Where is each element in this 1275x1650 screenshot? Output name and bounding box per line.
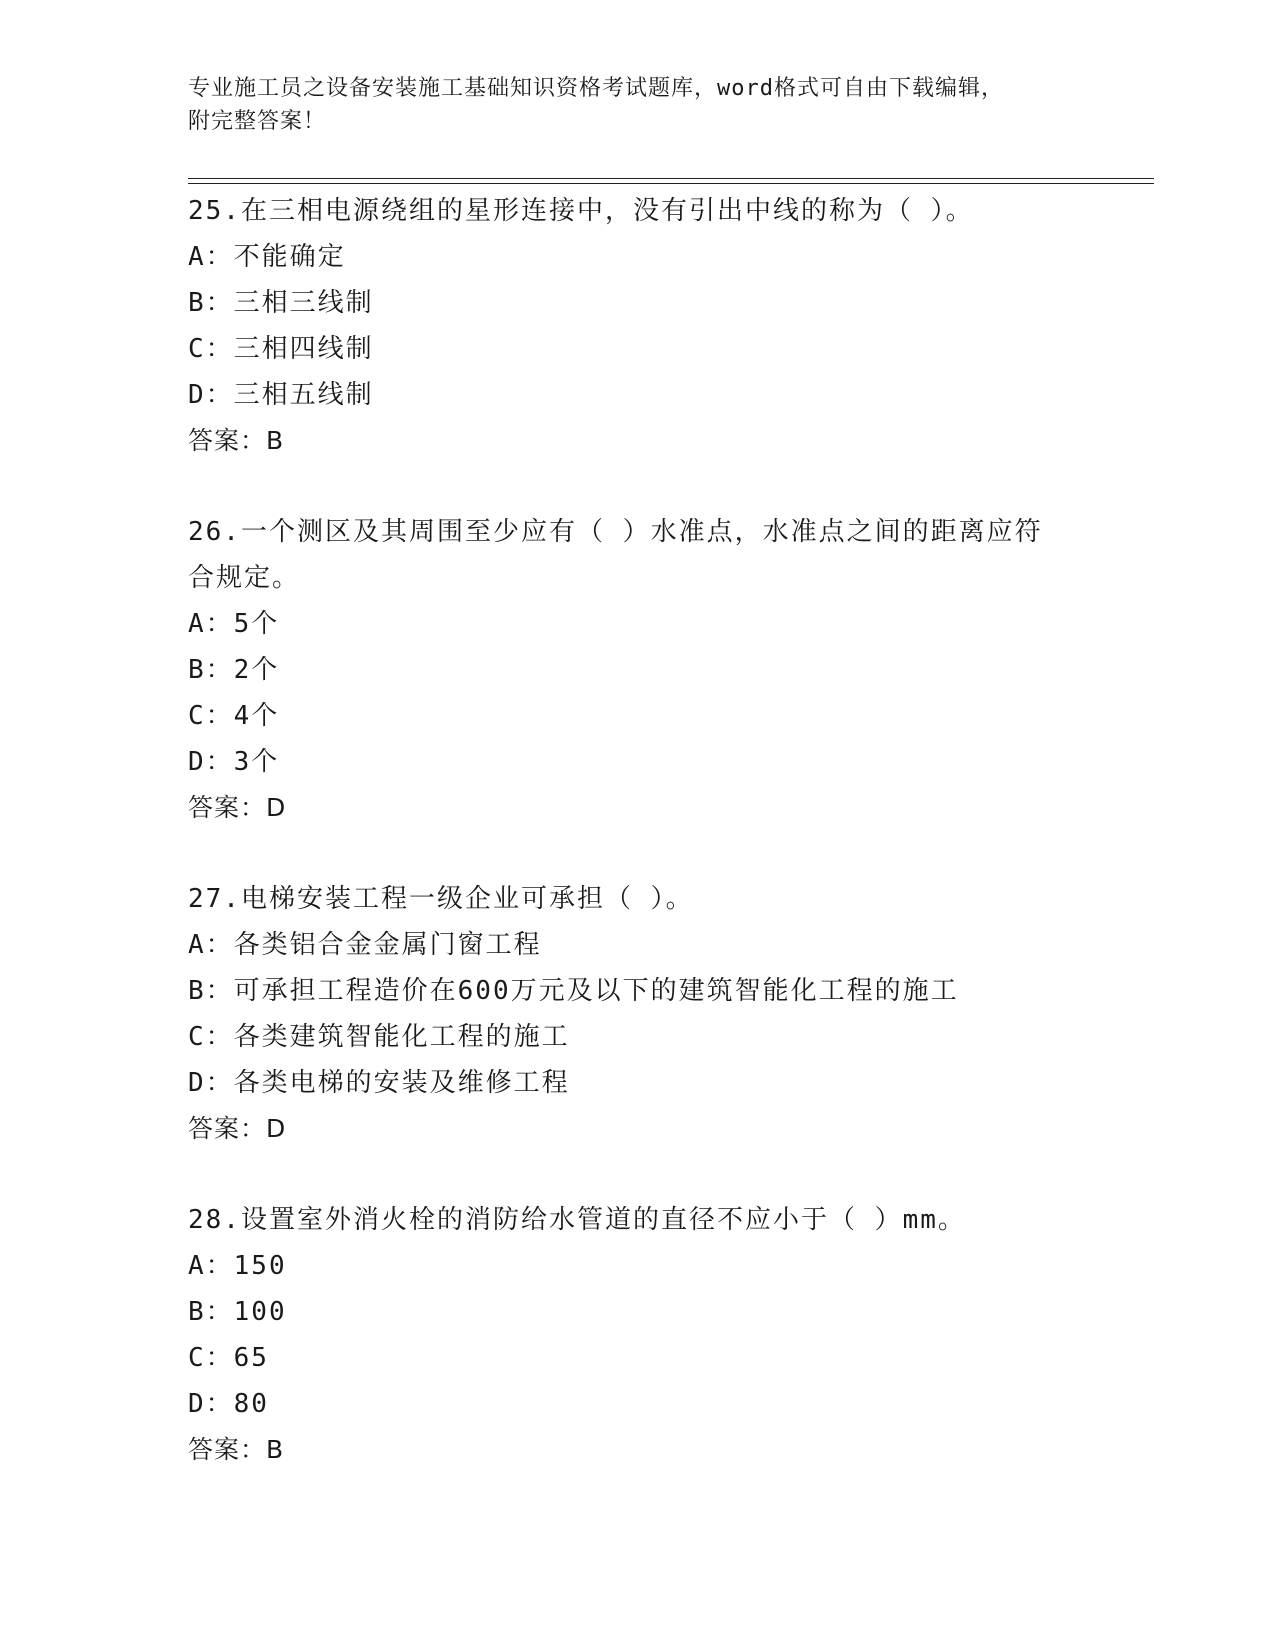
answer: 答案：B: [188, 426, 285, 455]
option-b: B：100: [188, 1297, 287, 1327]
option-c: C：三相四线制: [188, 334, 374, 364]
option-d: D：三相五线制: [188, 380, 374, 410]
option-d: D：3个: [188, 747, 280, 777]
option-d: D：各类电梯的安装及维修工程: [188, 1068, 570, 1098]
header-divider-top: [188, 178, 1154, 179]
option-b: B：三相三线制: [188, 288, 374, 318]
question-stem: 27.电梯安装工程一级企业可承担（ ）。: [188, 884, 694, 914]
option-a: A：150: [188, 1251, 287, 1281]
option-a: A：各类铝合金金属门窗工程: [188, 930, 542, 960]
option-c: C：65: [188, 1343, 269, 1373]
question-28: [188, 1197, 1088, 1473]
header-line-2: 附完整答案！: [188, 109, 327, 134]
question-25: [188, 188, 1088, 464]
question-stem-continued: 合规定。: [188, 563, 301, 593]
option-b: B：2个: [188, 655, 280, 685]
option-c: C：4个: [188, 701, 280, 731]
header-divider-bottom: [188, 183, 1154, 184]
option-d: D：80: [188, 1389, 269, 1419]
header-line-1: 专业施工员之设备安装施工基础知识资格考试题库，word格式可自由下载编辑，: [188, 76, 1004, 101]
option-c: C：各类建筑智能化工程的施工: [188, 1022, 570, 1052]
option-a: A：5个: [188, 609, 280, 639]
question-26: [188, 509, 1088, 831]
question-27: [188, 876, 1088, 1152]
answer: 答案：B: [188, 1435, 285, 1464]
option-b: B：可承担工程造价在600万元及以下的建筑智能化工程的施工: [188, 976, 959, 1006]
option-a: A：不能确定: [188, 242, 346, 272]
document-header: [188, 72, 1088, 138]
question-stem: 25.在三相电源绕组的星形连接中，没有引出中线的称为（ ）。: [188, 196, 974, 226]
question-stem: 26.一个测区及其周围至少应有（ ）水准点，水准点之间的距离应符: [188, 517, 1043, 547]
answer: 答案：D: [188, 793, 287, 822]
answer: 答案：D: [188, 1114, 287, 1143]
question-stem: 28.设置室外消火栓的消防给水管道的直径不应小于（ ）mm。: [188, 1205, 966, 1235]
